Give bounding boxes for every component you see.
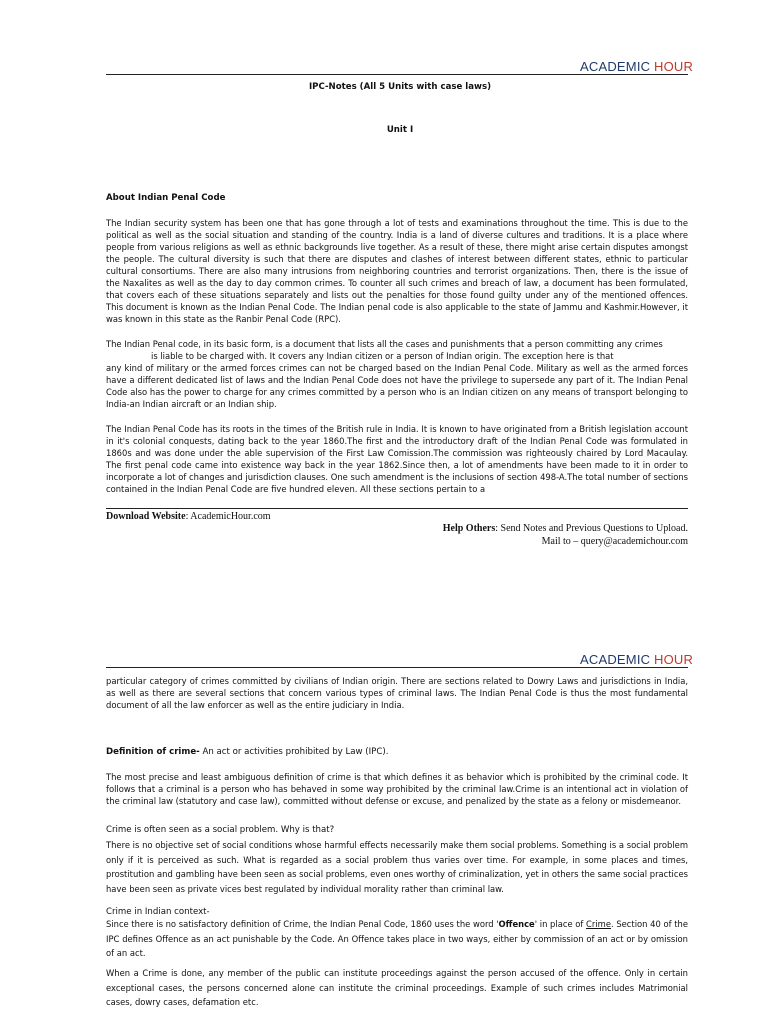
definition-of-crime — [106, 747, 388, 757]
definition-text: An act or activities prohibited by Law (IPC). — [199, 747, 389, 757]
help-label: Help Others — [442, 523, 496, 534]
mail-line: Mail to – query@academichour.com — [541, 536, 688, 547]
para2-line1: The Indian Penal code, in its basic form, is a document that lists all the cases and punishments that a person committing any crimes — [106, 339, 663, 349]
help-others — [443, 522, 688, 548]
download-label: Download Website — [106, 511, 186, 522]
page2-paragraph-2: The most precise and least ambiguous definition of crime is that which defines it as behavior which is prohibited by the criminal code. It follows that a criminal is a person who has behaved in some way prohibited by the criminal law.Crime is an intentional act in violation of the criminal law (statutory and case law), committed without defense or excuse, and penalized by the state as a felony or misdemeanor. — [106, 772, 688, 806]
page1-paragraph-3: The Indian Penal Code has its roots in the times of the British rule in India. It is known to have originated from a British legislation account in it's colonial conquests, dating back to the year 1860.The first and the introductory draft of the Indian Penal Code was formulated in 1860s and was done under the able supervision of the First Law Comission.The commission was righteously chaired by Lord Macaulay. The first penal code came into existence way back in the year 1862.Since then, a lot of amendments have been made to it in order to incorporate a lot of changes and jurisdiction clauses. One such amendment is the inclusions of section 498-A.The total number of sections contained in the Indian Penal Code are five hundred eleven. All these sections pertain to a — [106, 424, 688, 494]
definition-heading: Definition of crime- — [106, 747, 200, 757]
page2-paragraph-4 — [106, 917, 688, 961]
crime-indian-context-heading: Crime in Indian context- — [106, 907, 210, 917]
page2-brand — [580, 652, 693, 667]
offence-word: Offence — [498, 919, 535, 929]
brand-academic: ACADEMIC — [580, 59, 651, 74]
document-title: IPC-Notes (All 5 Units with case laws) — [308, 82, 492, 92]
para4-text-c: ' in place of — [534, 919, 587, 929]
page1-footer-rule — [106, 508, 688, 509]
download-website — [106, 511, 271, 522]
section-heading-about-ipc: About Indian Penal Code — [106, 193, 226, 203]
brand-academic: ACADEMIC — [580, 652, 651, 667]
page1-paragraph-2 — [106, 338, 688, 410]
unit-title: Unit I — [386, 125, 414, 135]
para4-text-e: . Section 40 of the IPC defines Offence as an act punishable by the Code. An Offence takes place in two ways, either by commission of an act or by omission of an act. — [106, 919, 688, 958]
brand-hour: HOUR — [654, 652, 694, 667]
brand-hour: HOUR — [654, 59, 694, 74]
page2-paragraph-3: There is no objective set of social conditions whose harmful effects necessarily make them social problems. Something is a social problem only if it is perceived as such. What is regarded as a social problem thus varies over time. For example, in some places and times, prostitution and gambling have been seen as social problems, even ones worthy of criminalization, yet in others the same social practices have been seen as private vices best regulated by individual morality rather than criminal law. — [106, 840, 688, 894]
page1-paragraph-1: The Indian security system has been one that has gone through a lot of tests and examinations throughout the time. This is due to the political as well as the social situation and standing of the country. India is a land of diverse cultures and traditions. It is a place where people from various religions as well as ethnic backgrounds live together. As a result of these, there might arise certain disputes amongst the people. The cultural diversity is such that there are disputes and clashes of interest between different states, ethnic to particular cultural consortiums. There are also many intrusions from neighboring countries and terrorist organizations. Then, there is the issue of the Naxalites as well as the day to day common crimes. To counter all such crimes and breach of law, a document has been formulated, that covers each of these situations separately and lists out the penalties for those found guilty under any of the mentioned offences. This document is known as the Indian Penal Code. The Indian penal code is also applicable to the state of Jammu and Kashmir.However, it was known in this state as the Ranbir Penal Code (RPC). — [106, 218, 688, 324]
page2-paragraph-5: When a Crime is done, any member of the public can institute proceedings against the person accused of the offence. Only in certain exceptional cases, the persons concerned alone can institute the criminal proceedings. Example of such crimes includes Matrimonial cases, dowry cases, defamation etc. — [106, 968, 688, 1007]
page2-paragraph-1: particular category of crimes committed by civilians of Indian origin. There are sections related to Dowry Laws and jurisdictions in India, as well as there are several sections that concern various types of criminal laws. The Indian Penal Code is thus the most fundamental document of all the law enforcer as well as the entire judiciary in India. — [106, 676, 688, 710]
help-value: : Send Notes and Previous Questions to Upload. — [495, 523, 688, 534]
para2-line2: is liable to be charged with. It covers any Indian citizen or a person of Indian origin. The exception here is that — [151, 351, 614, 361]
download-value: : AcademicHour.com — [185, 511, 271, 522]
question-social-problem: Crime is often seen as a social problem. Why is that? — [106, 825, 335, 835]
crime-word: Crime — [586, 919, 611, 929]
page1-brand — [580, 59, 693, 74]
para4-text-a: Since there is no satisfactory definition of Crime, the Indian Penal Code, 1860 uses the word ' — [106, 919, 499, 929]
para2-rest: any kind of military or the armed forces crimes can not be charged based on the Indian Penal Code. Military as well as the armed forces have a different dedicated list of laws and the Indian Penal Code does not have the privilege to supersede any part of it. The Indian Penal Code also has the power to charge for any crimes committed by a person who is an Indian citizen on any means of transport belonging to India-an Indian aircraft or an Indian ship. — [106, 363, 688, 409]
page2-header-rule — [106, 667, 688, 668]
page1-header-rule — [106, 74, 688, 75]
